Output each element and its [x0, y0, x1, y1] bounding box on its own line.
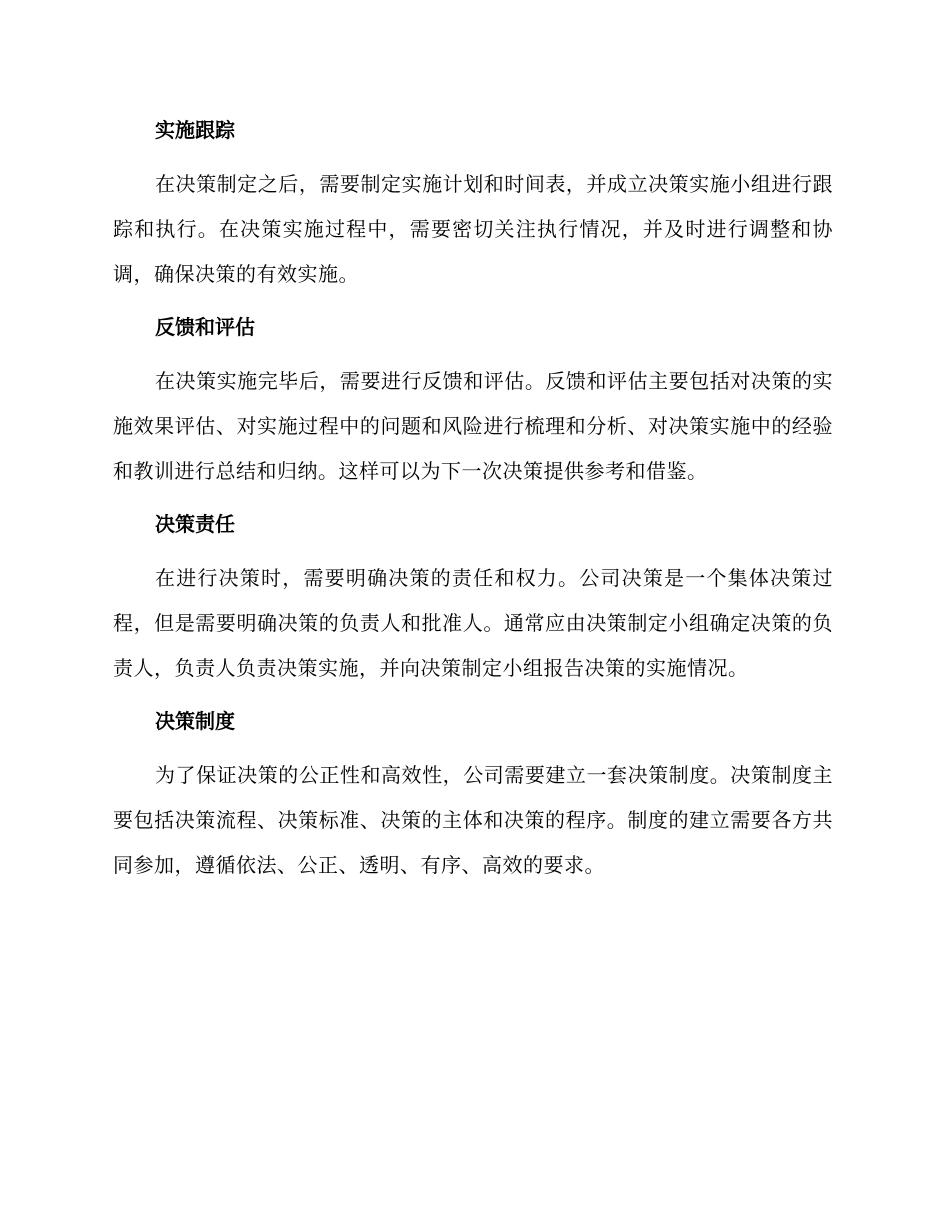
- section-heading-decision-responsibility: 决策责任: [155, 512, 235, 536]
- section-body-decision-responsibility: 在进行决策时，需要明确决策的责任和权力。公司决策是一个集体决策过程，但是需要明确决策的负责人和批准人。通常应由决策制定小组确定决策的负责人，负责人负责决策实施，并向决策制定小组报告决策的实施情况。: [113, 566, 833, 680]
- section-heading-feedback-evaluation: 反馈和评估: [155, 315, 255, 339]
- document-page: [113, 112, 833, 888]
- section-body-decision-system: 为了保证决策的公正性和高效性，公司需要建立一套决策制度。决策制度主要包括决策流程、决策标准、决策的主体和决策的程序。制度的建立需要各方共同参加，遵循依法、公正、透明、有序、高效的要求。: [113, 763, 833, 877]
- section-heading-implementation-tracking: 实施跟踪: [155, 118, 235, 142]
- section-body-feedback-evaluation: 在决策实施完毕后，需要进行反馈和评估。反馈和评估主要包括对决策的实施效果评估、对实施过程中的问题和风险进行梳理和分析、对决策实施中的经验和教训进行总结和归纳。这样可以为下一次决策提供参考和借鉴。: [113, 369, 833, 483]
- section-heading-decision-system: 决策制度: [155, 709, 235, 733]
- section-body-implementation-tracking: 在决策制定之后，需要制定实施计划和时间表，并成立决策实施小组进行跟踪和执行。在决策实施过程中，需要密切关注执行情况，并及时进行调整和协调，确保决策的有效实施。: [113, 172, 833, 286]
